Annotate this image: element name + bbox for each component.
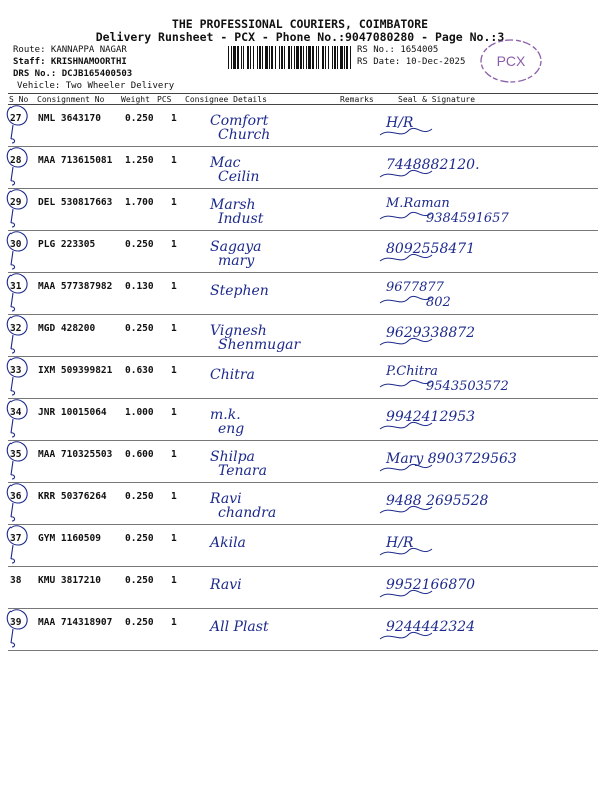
weight-value: 1.250 [125,155,154,166]
col-consignee: Consignee Details [185,95,267,104]
table-row [8,357,598,399]
rs-date: RS Date: 10-Dec-2025 [357,57,466,67]
table-row [8,315,598,357]
weight-value: 0.130 [125,281,154,292]
row-sno: 29 [10,197,22,208]
consignee-name: Vignesh [210,323,267,339]
pcs-count: 1 [171,575,177,586]
vehicle-label: Vehicle: Two Wheeler Delivery [17,81,175,91]
pcs-count: 1 [171,113,177,124]
consignee-name: All Plast [210,619,269,635]
tick-mark-icon [7,526,27,563]
tick-mark-icon [7,316,27,353]
pcx-stamp [476,36,546,86]
row-sno: 27 [10,113,22,124]
consignment-number: DEL 530817663 [38,197,113,208]
consignee-name: Marsh [210,197,256,213]
handwriting-layer [8,609,598,651]
tick-mark-icon [7,400,27,437]
pcs-count: 1 [171,155,177,166]
table-row [8,567,598,609]
consignment-number: MAA 713615081 [38,155,113,166]
weight-value: 0.250 [125,239,154,250]
tick-mark-icon [7,106,27,143]
consignee-name: Shenmugar [218,337,301,353]
consignee-name: Indust [218,211,264,227]
tick-mark-icon [7,148,27,185]
table-row [8,105,598,147]
weight-value: 1.000 [125,407,154,418]
col-consignment: Consignment No [37,95,105,104]
table-row [8,399,598,441]
signature-text: 802 [426,295,451,310]
signature-text: 9488 2695528 [386,493,489,509]
consignment-number: PLG 223305 [38,239,96,250]
rs-number: RS No.: 1654005 [357,45,439,55]
handwriting-layer [8,231,598,273]
pcs-count: 1 [171,407,177,418]
tick-mark-icon [7,610,27,647]
signature-text: 9942412953 [386,409,476,425]
barcode [228,46,354,69]
table-row [8,609,598,651]
staff-label: Staff: KRISHNAMOORTHI [13,57,127,67]
handwriting-layer [8,399,598,441]
runsheet-subtitle: Delivery Runsheet - PCX - Phone No.:9047080280 - Page No.:3 [95,30,505,44]
consignee-name: m.k. [210,407,241,423]
table-top-rule [8,93,598,94]
weight-value: 0.600 [125,449,154,460]
consignee-name: Ravi [210,577,242,593]
pcs-count: 1 [171,239,177,250]
consignee-name: chandra [218,505,277,521]
signature-scribble [380,380,432,387]
tick-mark-icon [7,484,27,521]
col-weight: Weight [121,95,150,104]
consignee-name: mary [218,253,255,269]
weight-value: 0.630 [125,365,154,376]
handwriting-layer [8,273,598,315]
col-sno: S No [9,95,29,104]
weight-value: 0.250 [125,617,154,628]
row-sno: 35 [10,449,22,460]
handwriting-layer [8,357,598,399]
col-pcs: PCS [157,95,172,104]
signature-text: P.Chitra [386,364,438,379]
signature-text: 7448882120. [386,157,480,173]
signature-text: M.Raman [386,196,450,211]
table-row [8,273,598,315]
handwriting-layer [8,105,598,147]
consignee-name: Ceilin [218,169,260,185]
row-sno: 32 [10,323,22,334]
signature-text: 9543503572 [426,379,509,394]
tick-mark-icon [7,232,27,269]
consignee-name: Chitra [210,367,255,383]
row-sno: 28 [10,155,22,166]
signature-text: Mary 8903729563 [386,451,517,467]
pcs-count: 1 [171,197,177,208]
row-sno: 31 [10,281,22,292]
consignee-name: Mac [210,155,241,171]
pcs-count: 1 [171,533,177,544]
signature-text: 9629338872 [386,325,476,341]
pcs-count: 1 [171,617,177,628]
weight-value: 0.250 [125,491,154,502]
tick-mark-icon [7,274,27,311]
handwriting-layer [8,567,598,609]
pcs-count: 1 [171,365,177,376]
handwriting-layer [8,189,598,231]
table-row [8,483,598,525]
col-remarks: Remarks [340,95,374,104]
consignee-name: eng [218,421,245,437]
stamp-text: PCX [496,53,526,69]
row-sno: 37 [10,533,22,544]
pcs-count: 1 [171,323,177,334]
pcs-count: 1 [171,491,177,502]
consignee-name: Stephen [210,283,269,299]
col-signature: Seal & Signature [398,95,476,104]
consignee-name: Church [218,127,271,143]
table-row [8,189,598,231]
signature-text: H/R [386,535,414,551]
signature-scribble [380,296,432,303]
consignee-name: Akila [210,535,246,551]
table-row [8,525,598,567]
handwriting-layer [8,147,598,189]
pcs-count: 1 [171,449,177,460]
consignment-number: MAA 714318907 [38,617,113,628]
row-sno: 33 [10,365,22,376]
consignee-name: Ravi [210,491,242,507]
signature-text: 9244442324 [386,619,476,635]
table-row [8,231,598,273]
handwriting-layer [8,441,598,483]
weight-value: 0.250 [125,323,154,334]
weight-value: 0.250 [125,575,154,586]
weight-value: 0.250 [125,533,154,544]
row-sno: 39 [10,617,22,628]
handwriting-layer [8,315,598,357]
handwriting-layer [8,483,598,525]
weight-value: 0.250 [125,113,154,124]
signature-text: 9677877 [386,280,444,295]
tick-mark-icon [7,442,27,479]
row-sno: 30 [10,239,22,250]
consignee-name: Comfort [210,113,269,129]
signature-text: 9952166870 [386,577,476,593]
signature-text: 9384591657 [426,211,509,226]
consignment-number: MGD 428200 [38,323,96,334]
pcs-count: 1 [171,281,177,292]
signature-scribble [380,212,432,219]
consignment-number: GYM 1160509 [38,533,101,544]
runsheet-title: THE PROFESSIONAL COURIERS, COIMBATORE [171,17,429,31]
handwriting-layer [8,525,598,567]
row-sno: 36 [10,491,22,502]
row-divider [8,650,598,651]
signature-text: H/R [386,115,414,131]
tick-mark-icon [7,358,27,395]
consignment-number: NML 3643170 [38,113,101,124]
consignee-name: Sagaya [210,239,262,255]
row-sno: 34 [10,407,22,418]
consignment-number: MAA 577387982 [38,281,113,292]
weight-value: 1.700 [125,197,154,208]
table-row [8,441,598,483]
consignment-number: IXM 509399821 [38,365,113,376]
consignment-number: JNR 10015064 [38,407,107,418]
table-row [8,147,598,189]
consignment-number: KRR 50376264 [38,491,107,502]
consignment-number: MAA 710325503 [38,449,113,460]
consignment-number: KMU 3817210 [38,575,101,586]
route-label: Route: KANNAPPA NAGAR [13,45,127,55]
row-sno: 38 [10,575,22,586]
drs-number: DRS No.: DCJB165400503 [13,69,133,79]
signature-text: 8092558471 [386,241,476,257]
consignee-name: Shilpa [210,449,255,465]
tick-mark-icon [7,190,27,227]
consignee-name: Tenara [218,463,267,479]
